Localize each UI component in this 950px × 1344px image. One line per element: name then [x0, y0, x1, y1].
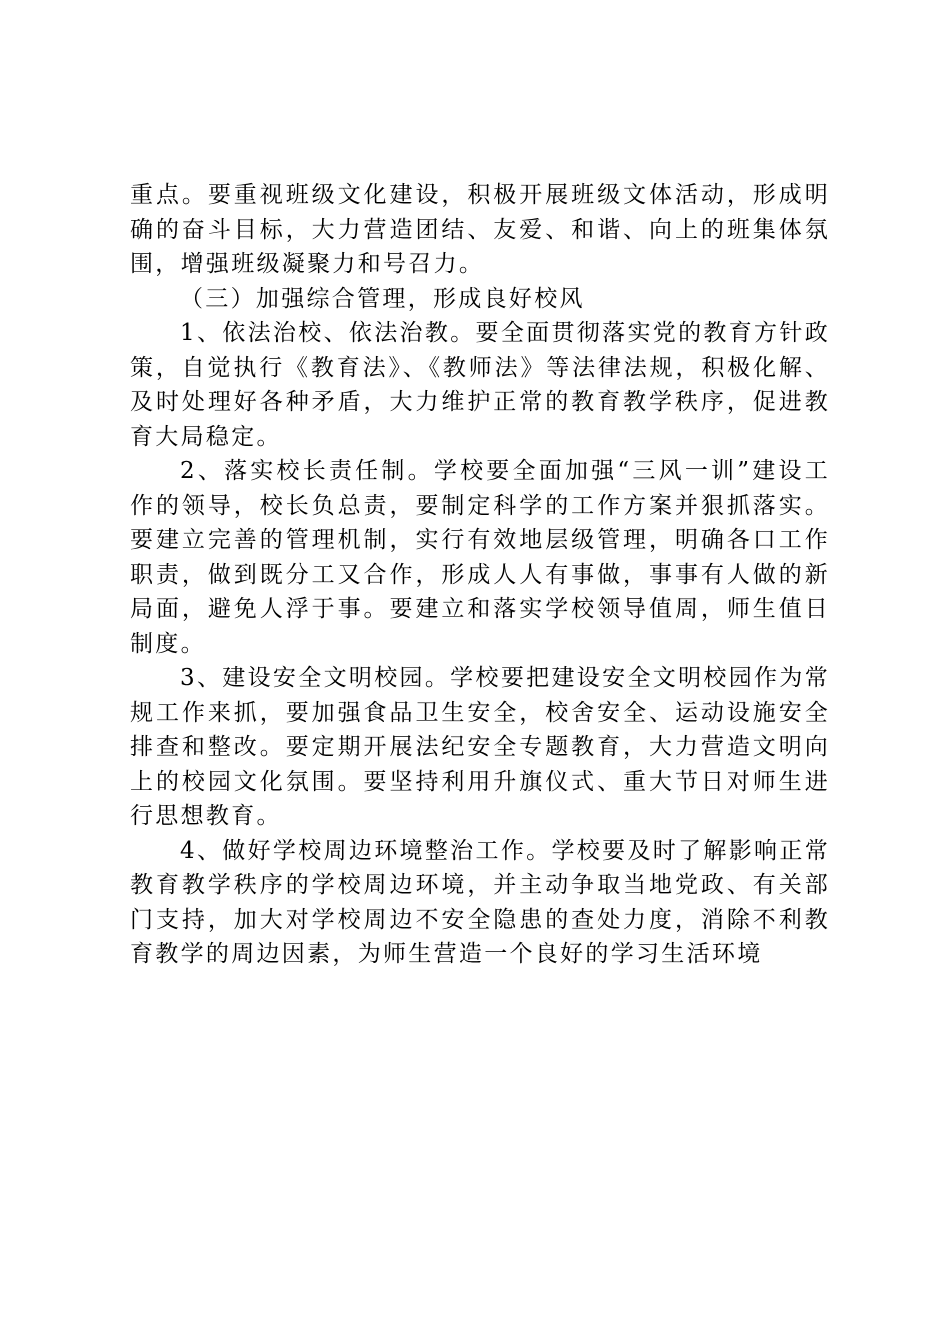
- paragraph-safe-campus: 3、建设安全文明校园。学校要把建设安全文明校园作为常规工作来抓，要加强食品卫生安全，校舍安全、运动设施安全排查和整改。要定期开展法纪安全专题教育，大力营造文明向上的校园文化氛围。要坚持利用升旗仪式、重大节日对师生进行思想教育。: [130, 665, 830, 829]
- paragraph-surrounding-environment: 4、做好学校周边环境整治工作。学校要及时了解影响正常教育教学秩序的学校周边环境，并主动争取当地党政、有关部门支持，加大对学校周边不安全隐患的查处力度，消除不利教育教学的周边因素，为师生营造一个良好的学习生活环境: [130, 837, 830, 967]
- paragraph-class-culture: 重点。要重视班级文化建设，积极开展班级文体活动，形成明确的奋斗目标，大力营造团结、友爱、和谐、向上的班集体氛围，增强班级凝聚力和号召力。: [130, 182, 830, 277]
- paragraph-rule-of-law: 1、依法治校、依法治教。要全面贯彻落实党的教育方针政策，自觉执行《教育法》、《教师法》等法律法规，积极化解、及时处理好各种矛盾，大力维护正常的教育教学秩序，促进教育大局稳定。: [130, 320, 830, 450]
- section-heading-management: （三）加强综合管理，形成良好校风: [180, 285, 585, 312]
- document-body: [130, 178, 830, 972]
- paragraph-principal-responsibility: 2、落实校长责任制。学校要全面加强“三风一训”建设工作的领导，校长负总责，要制定科学的工作方案并狠抓落实。要建立完善的管理机制，实行有效地层级管理，明确各口工作职责，做到既分工又合作，形成人人有事做，事事有人做的新局面，避免人浮于事。要建立和落实学校领导值周，师生值日制度。: [130, 458, 830, 657]
